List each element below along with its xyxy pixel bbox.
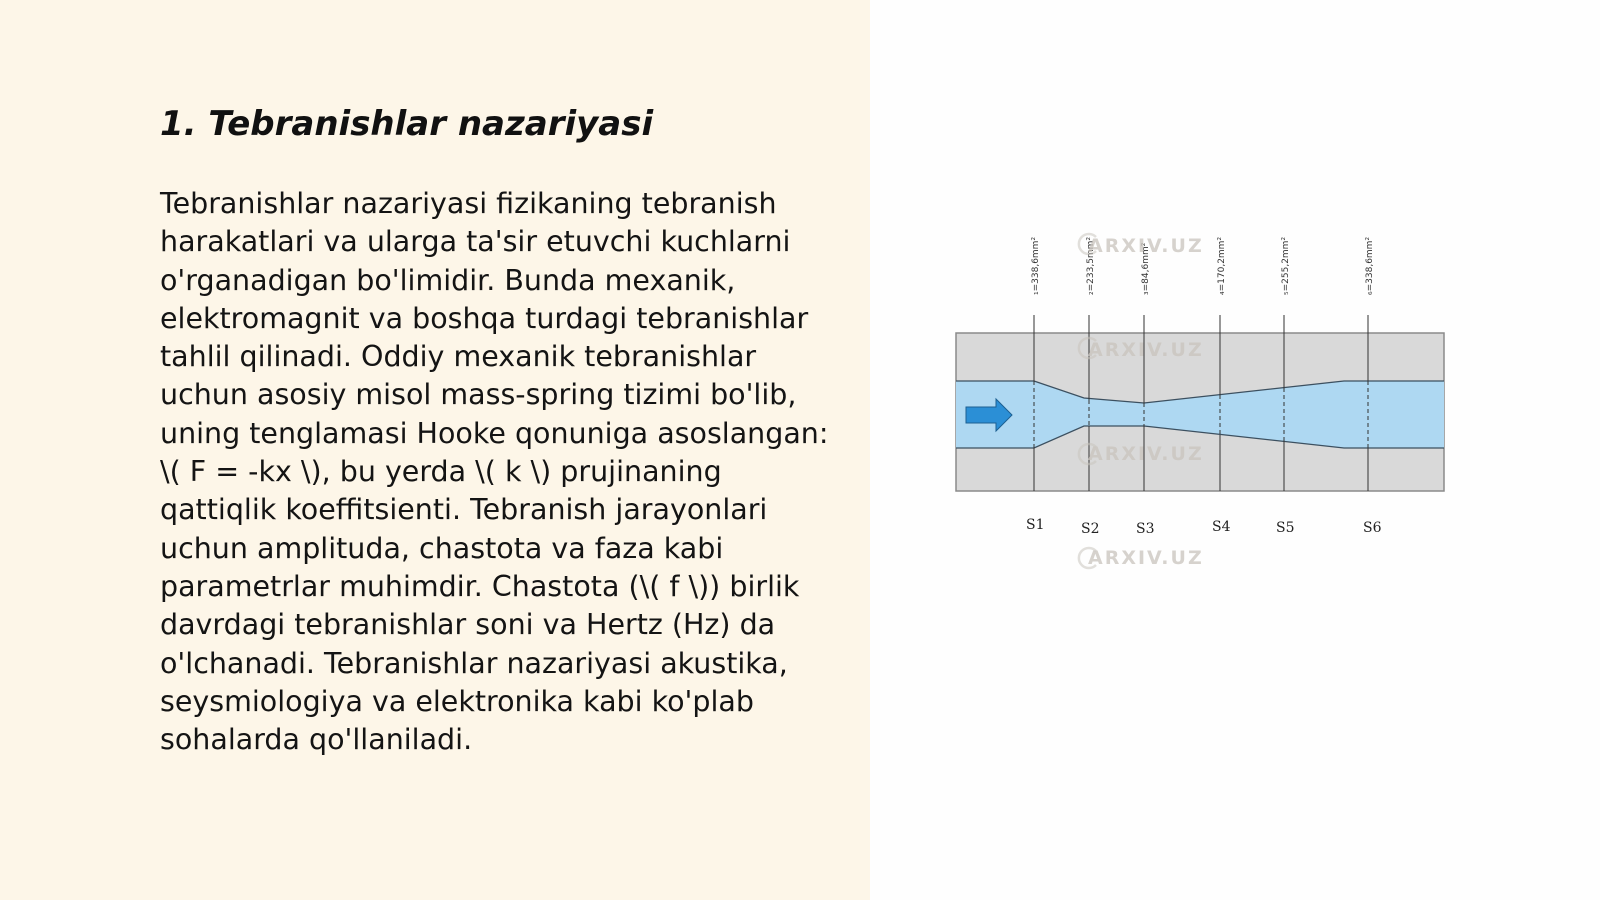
section-label-s6: S6	[1363, 520, 1382, 536]
slide-title: 1. Tebranishlar nazariyasi	[160, 104, 654, 144]
area-label-s2: ₂=233,5mm²	[1086, 236, 1096, 295]
area-label-s4: ₄=170,2mm²	[1217, 236, 1227, 295]
slide-body-text: Tebranishlar nazariyasi fizikaning tebranish harakatlari va ularga ta'sir etuvchi kuchlarni o'rganadigan bo'limidir. Bunda mexanik, elektromagnit va boshqa turdagi tebranishlar tahlil qilinadi. Oddiy mexanik tebranishlar uchun asosiy misol mass-spring tizimi bo'lib, uning tenglamasi Hooke qonuniga asoslangan: \( F = -kx \), bu yerda \( k \) prujinaning qattiqlik koeffitsienti. Tebranish jarayonlari uchun amplituda, chastota va faza kabi parametrlar muhimdir. Chastota (\( f \)) birlik davrdagi tebranishlar soni va Hertz (Hz) da o'lchanadi. Tebranishlar nazariyasi akustika, seysmiologiya va elektronika kabi ko'plab sohalarda qo'llaniladi.	[160, 187, 829, 757]
area-label-s1: ₁=338,6mm²	[1031, 236, 1041, 295]
section-label-s5: S5	[1276, 520, 1295, 536]
area-label-s3: ₃=84,6mm²	[1141, 242, 1151, 295]
watermark-text: ARXIV.UZ	[1088, 443, 1204, 465]
section-label-s4: S4	[1212, 519, 1231, 535]
section-label-s2: S2	[1081, 521, 1100, 537]
section-label-s1: S1	[1026, 517, 1045, 533]
watermark-text: ARXIV.UZ	[1088, 547, 1204, 569]
watermark-text: ARXIV.UZ	[1088, 235, 1204, 257]
area-label-s5: ₅=255,2mm²	[1281, 236, 1291, 295]
watermark-text: ARXIV.UZ	[1088, 339, 1204, 361]
section-label-s3: S3	[1136, 521, 1155, 537]
venturi-pipe-figure	[950, 195, 1450, 585]
area-label-s6: ₆=338,6mm²	[1365, 236, 1375, 295]
